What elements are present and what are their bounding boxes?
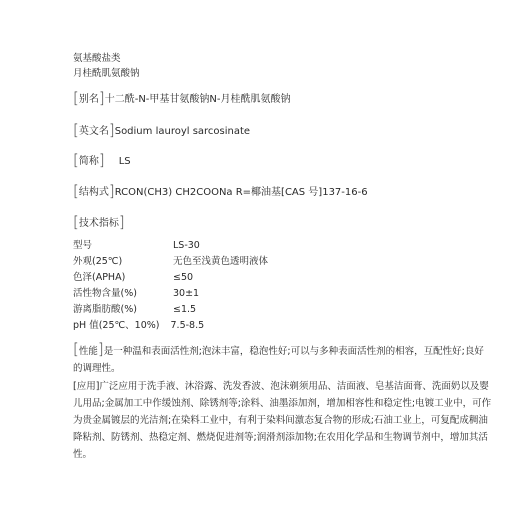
spec-row: [73, 272, 194, 284]
application-section: [73, 378, 493, 463]
spec-name: 外观(25℃): [73, 256, 123, 267]
spec-row: [73, 320, 204, 332]
spec-row: [73, 256, 269, 268]
abbreviation-value: LS: [118, 156, 131, 167]
english-name-label: 英文名: [78, 126, 109, 137]
specs-label: 技术指标: [78, 218, 119, 229]
application-text: 广泛应用于洗手液、沐浴露、洗发香波、泡沫剃须用品、洁面液、皂基洁面膏、洗面奶以及婴儿用品;金属加工中作缓蚀剂、除锈剂等;涂料、油墨添加剂，增加相容性和稳定性;电镀工业中，可作为贵金属镀层的光洁剂;在染料工业中，有利于染料间激态复合物的形成;石油工业上，可复配成稠油降粘剂、防锈剂、热稳定剂、燃烧促进剂等;润滑剂添加物;在农用化学品和生物调节剂中，增加其活性。: [73, 381, 492, 460]
spec-row: [73, 304, 197, 316]
bracket-close: ]: [118, 213, 125, 231]
spec-value: ≤1.5: [173, 304, 197, 315]
formula-value: RCON(CH3) CH2COONa R=椰油基[CAS 号]137-16-6: [114, 187, 368, 198]
spec-value: 30±1: [173, 288, 200, 299]
spec-name: 游离脂肪酸(%): [73, 304, 137, 315]
performance-text: 是一种温和表面活性剂;泡沫丰富，稳泡性好;可以与多种表面活性剂的相容，互配性好;良好的调理性。: [73, 346, 484, 374]
bracket-open: [: [73, 151, 79, 169]
application-label: [应用]: [73, 381, 100, 392]
spec-name: 活性物含量(%): [73, 288, 137, 299]
spec-name: pH 值(25℃、10%): [73, 320, 160, 331]
abbreviation-label: 简称: [78, 156, 99, 167]
formula-section: [73, 184, 368, 200]
bracket-open: [: [73, 213, 79, 231]
bracket-close: ]: [97, 340, 104, 358]
spec-value: 无色至浅黄色透明液体: [173, 256, 269, 267]
spec-value: 7.5-8.5: [170, 320, 205, 331]
spec-name: 型号: [73, 240, 93, 251]
spec-value: ≤50: [173, 272, 194, 283]
formula-label: 结构式: [78, 187, 109, 198]
english-name-value: Sodium lauroyl sarcosinate: [114, 126, 251, 137]
performance-label: 性能: [78, 346, 98, 357]
product-name: 月桂酰肌氨酸钠: [73, 68, 140, 79]
category-label: 氨基酸盐类: [73, 53, 121, 64]
spec-name: 色泽(APHA): [73, 272, 126, 283]
bracket-open: [: [73, 182, 79, 200]
performance-section: [73, 341, 493, 377]
alias-label: 别名: [78, 94, 99, 105]
english-name-section: [73, 123, 250, 139]
bracket-close: ]: [108, 182, 115, 200]
alias-section: [73, 91, 291, 107]
bracket-open: [: [73, 89, 79, 107]
abbreviation-section: [73, 153, 131, 169]
spec-row: [73, 288, 200, 300]
spec-value: LS-30: [173, 240, 200, 251]
alias-value: 十二酰-N-甲基甘氨酸钠N-月桂酰肌氨酸钠: [104, 94, 291, 105]
bracket-open: [: [73, 340, 79, 358]
bracket-close: ]: [108, 121, 115, 139]
specs-heading: [73, 215, 125, 231]
bracket-close: ]: [98, 151, 105, 169]
spec-row: [73, 240, 200, 252]
bracket-open: [: [73, 121, 79, 139]
bracket-close: ]: [98, 89, 105, 107]
